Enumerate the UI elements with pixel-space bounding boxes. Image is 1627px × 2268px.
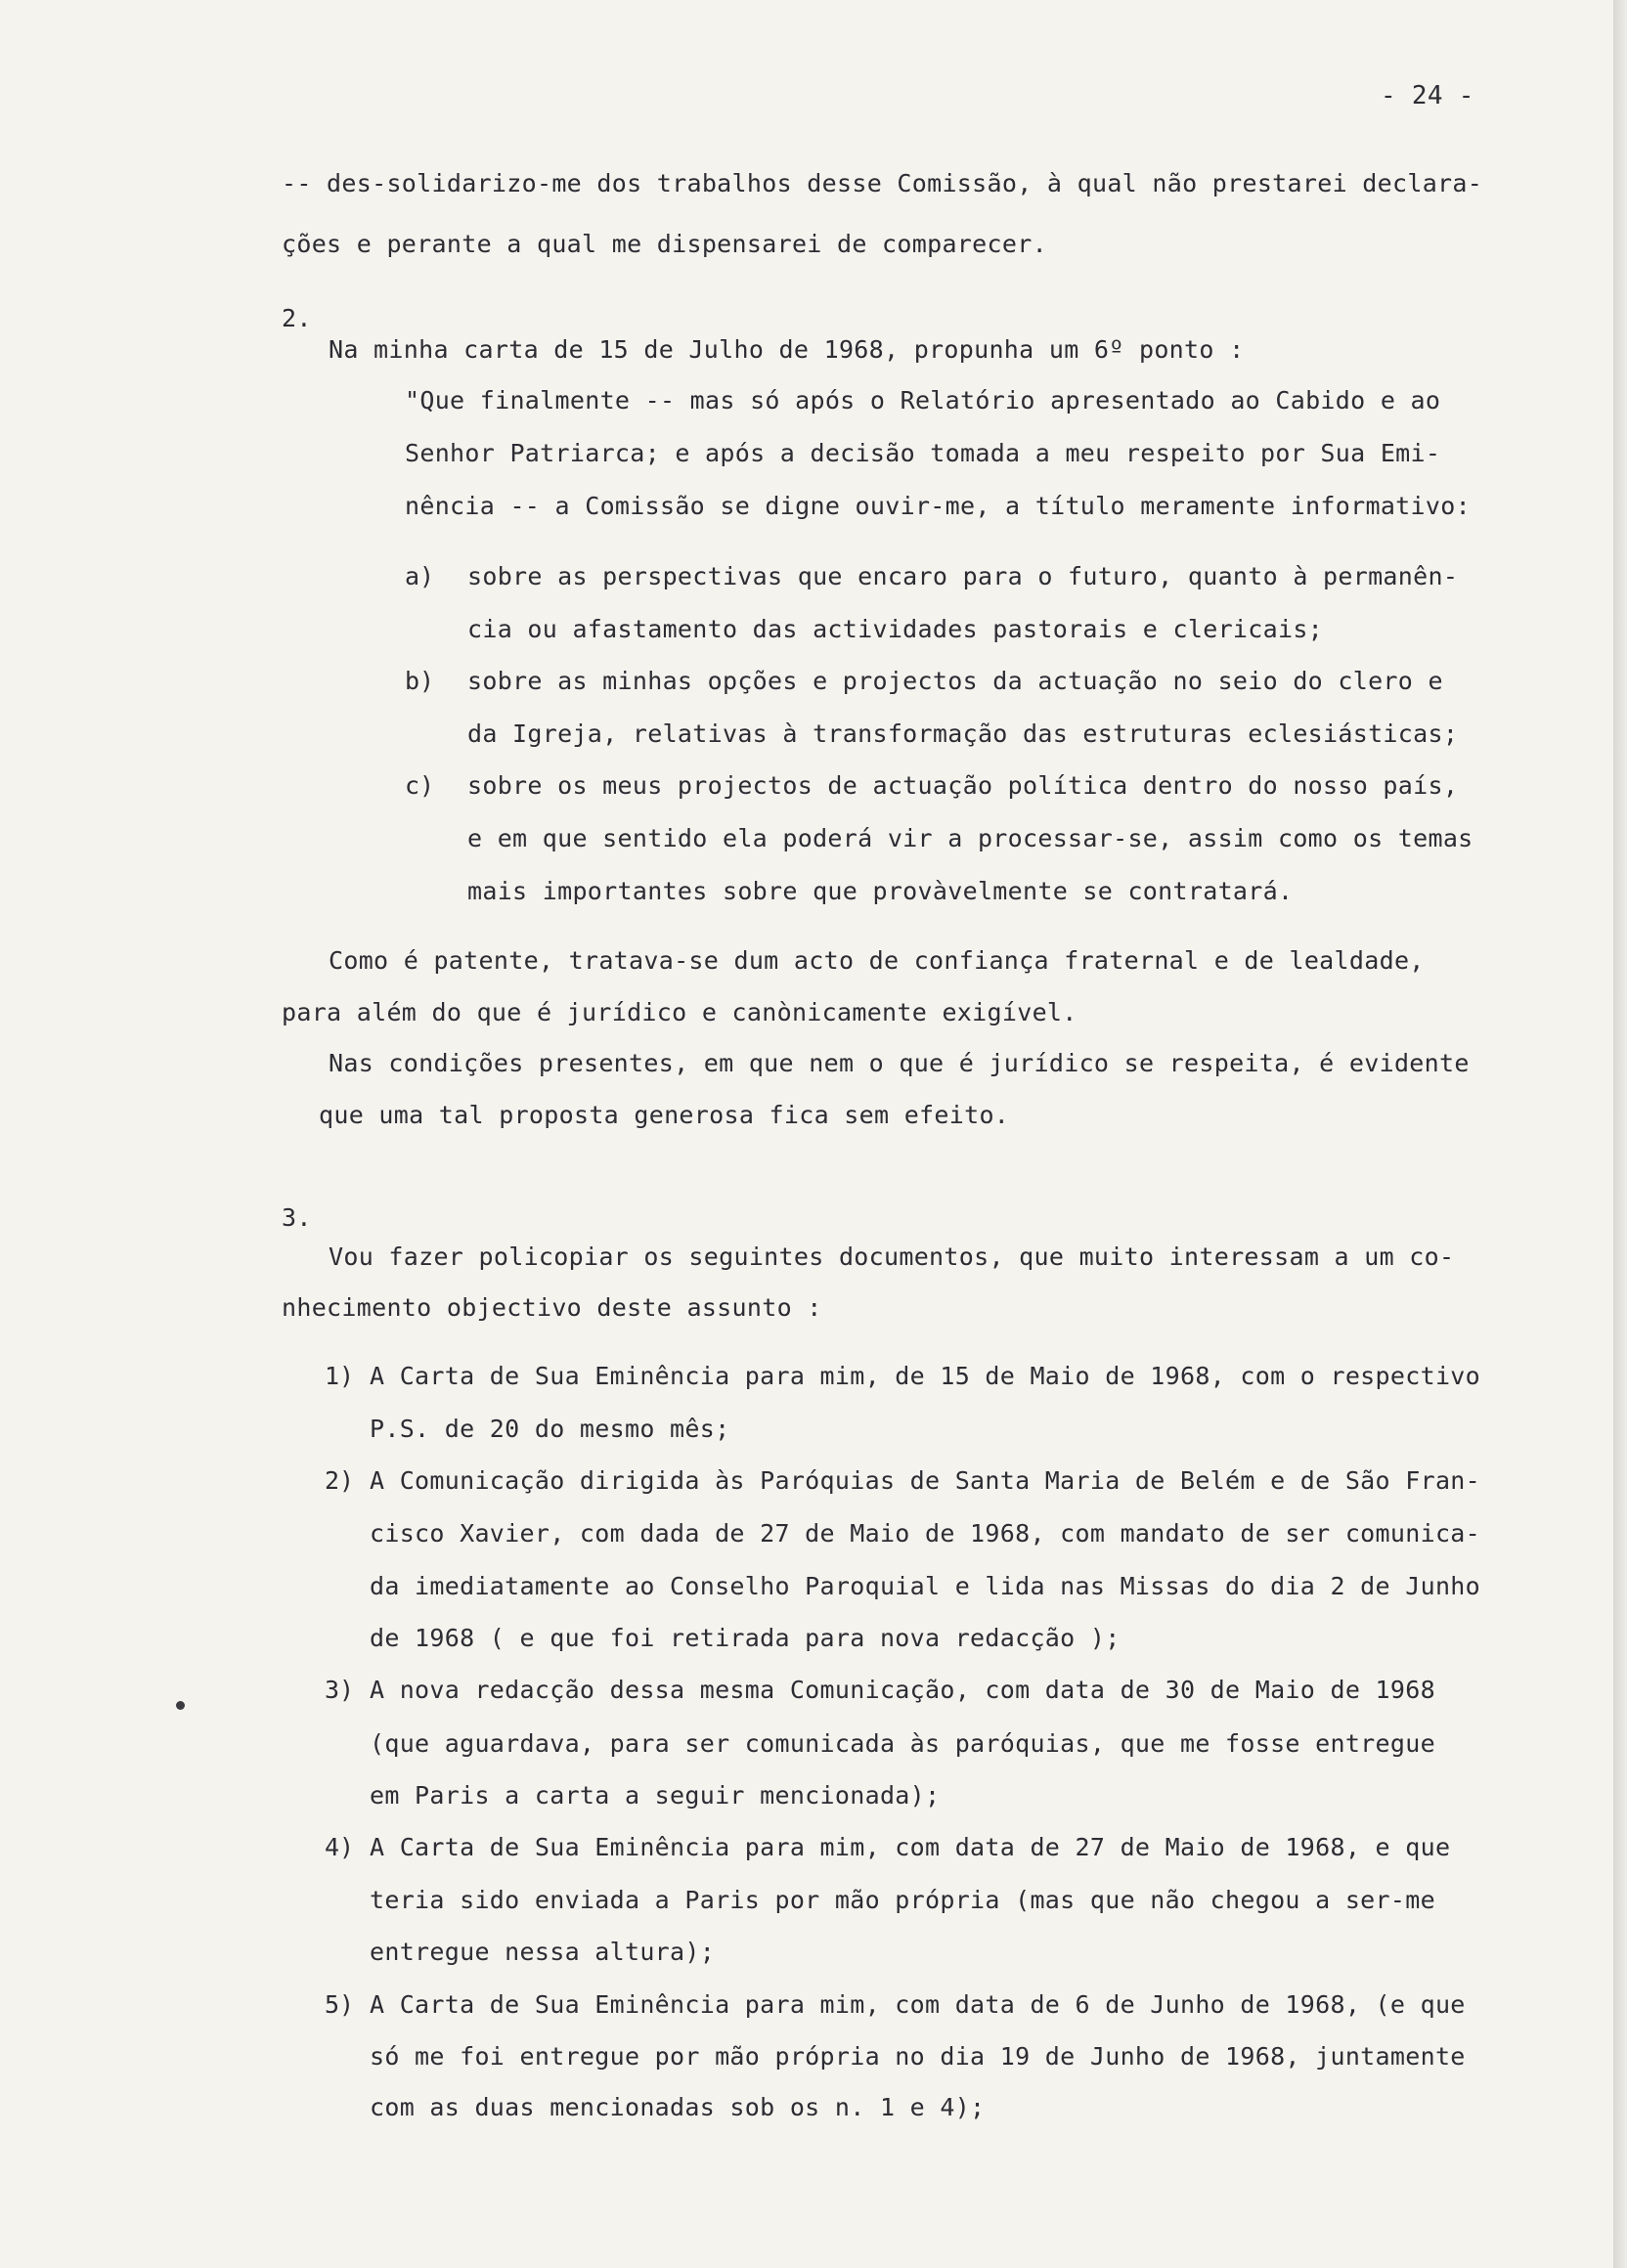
section-2-number: 2. — [282, 304, 312, 332]
para1-line-2: para além do que é jurídico e canònicamente exigível. — [282, 998, 1077, 1026]
doc-3-line-2: (que aguardava, para ser comunicada às paróquias, que me fosse entregue — [370, 1729, 1435, 1758]
doc-4-line-1: A Carta de Sua Eminência para mim, com data de 27 de Maio de 1968, e que — [370, 1833, 1451, 1861]
doc-3-line-1: A nova redacção dessa mesma Comunicação, com data de 30 de Maio de 1968 — [370, 1676, 1435, 1704]
doc-4-number: 4) — [325, 1833, 355, 1861]
doc-2-line-2: cisco Xavier, com dada de 27 de Maio de 1968, com mandato de ser comunica- — [370, 1519, 1480, 1548]
doc-1-line-2: P.S. de 20 do mesmo mês; — [370, 1415, 730, 1443]
doc-4-line-3: entregue nessa altura); — [370, 1938, 716, 1966]
para2-line-1: Nas condições presentes, em que nem o que é jurídico se respeita, é evidente — [329, 1049, 1470, 1077]
doc-1-line-1: A Carta de Sua Eminência para mim, de 15 de Maio de 1968, com o respectivo — [370, 1362, 1480, 1390]
quote-line-2: Senhor Patriarca; e após a decisão tomada a meu respeito por Sua Emi- — [405, 439, 1441, 467]
item-c-line-3: mais importantes sobre que provàvelmente se contratará. — [467, 877, 1294, 905]
para1-line-1: Como é patente, tratava-se dum acto de confiança fraternal e de lealdade, — [329, 946, 1425, 975]
section-3-lead-2: nhecimento objectivo deste assunto : — [282, 1293, 822, 1322]
doc-2-number: 2) — [325, 1466, 355, 1495]
doc-3-line-3: em Paris a carta a seguir mencionada); — [370, 1781, 941, 1810]
item-b-label: b) — [405, 667, 435, 695]
doc-5-number: 5) — [325, 1990, 355, 2019]
item-b-line-1: sobre as minhas opções e projectos da actuação no seio do clero e — [467, 667, 1443, 695]
doc-2-line-4: de 1968 ( e que foi retirada para nova redacção ); — [370, 1624, 1121, 1652]
quote-line-1: "Que finalmente -- mas só após o Relatório apresentado ao Cabido e ao — [405, 386, 1441, 414]
section-3-lead-1: Vou fazer policopiar os seguintes documentos, que muito interessam a um co- — [329, 1243, 1455, 1271]
doc-5-line-3: com as duas mencionadas sob os n. 1 e 4); — [370, 2093, 986, 2121]
item-c-line-2: e em que sentido ela poderá vir a processar-se, assim como os temas — [467, 824, 1473, 852]
page-number: - 24 - — [1381, 81, 1474, 110]
doc-1-number: 1) — [325, 1362, 355, 1390]
item-a-line-1: sobre as perspectivas que encaro para o futuro, quanto à permanên- — [467, 562, 1459, 590]
item-b-line-2: da Igreja, relativas à transformação das estruturas eclesiásticas; — [467, 720, 1459, 748]
item-a-line-2: cia ou afastamento das actividades pastorais e clericais; — [467, 615, 1324, 643]
item-c-line-1: sobre os meus projectos de actuação política dentro do nosso país, — [467, 771, 1459, 800]
doc-3-number: 3) — [325, 1676, 355, 1704]
doc-5-line-2: só me foi entregue por mão própria no dia 19 de Junho de 1968, juntamente — [370, 2042, 1466, 2071]
doc-2-line-3: da imediatamente ao Conselho Paroquial e lida nas Missas do dia 2 de Junho — [370, 1572, 1480, 1600]
intro-line-2: ções e perante a qual me dispensarei de comparecer. — [282, 230, 1047, 258]
quote-line-3: nência -- a Comissão se digne ouvir-me, a título meramente informativo: — [405, 492, 1471, 520]
doc-4-line-2: teria sido enviada a Paris por mão própria (mas que não chegou a ser-me — [370, 1886, 1435, 1914]
page-edge — [1613, 0, 1627, 2268]
para2-line-2: que uma tal proposta generosa fica sem efeito. — [319, 1101, 1010, 1129]
ink-dot — [176, 1701, 185, 1710]
section-2-lead: Na minha carta de 15 de Julho de 1968, propunha um 6º ponto : — [329, 335, 1245, 364]
item-a-label: a) — [405, 562, 435, 590]
doc-2-line-1: A Comunicação dirigida às Paróquias de Santa Maria de Belém e de São Fran- — [370, 1466, 1480, 1495]
section-3-number: 3. — [282, 1203, 312, 1232]
item-c-label: c) — [405, 771, 435, 800]
intro-line-1: -- des-solidarizo-me dos trabalhos desse Comissão, à qual não prestarei declara- — [282, 169, 1483, 197]
doc-5-line-1: A Carta de Sua Eminência para mim, com data de 6 de Junho de 1968, (e que — [370, 1990, 1466, 2019]
